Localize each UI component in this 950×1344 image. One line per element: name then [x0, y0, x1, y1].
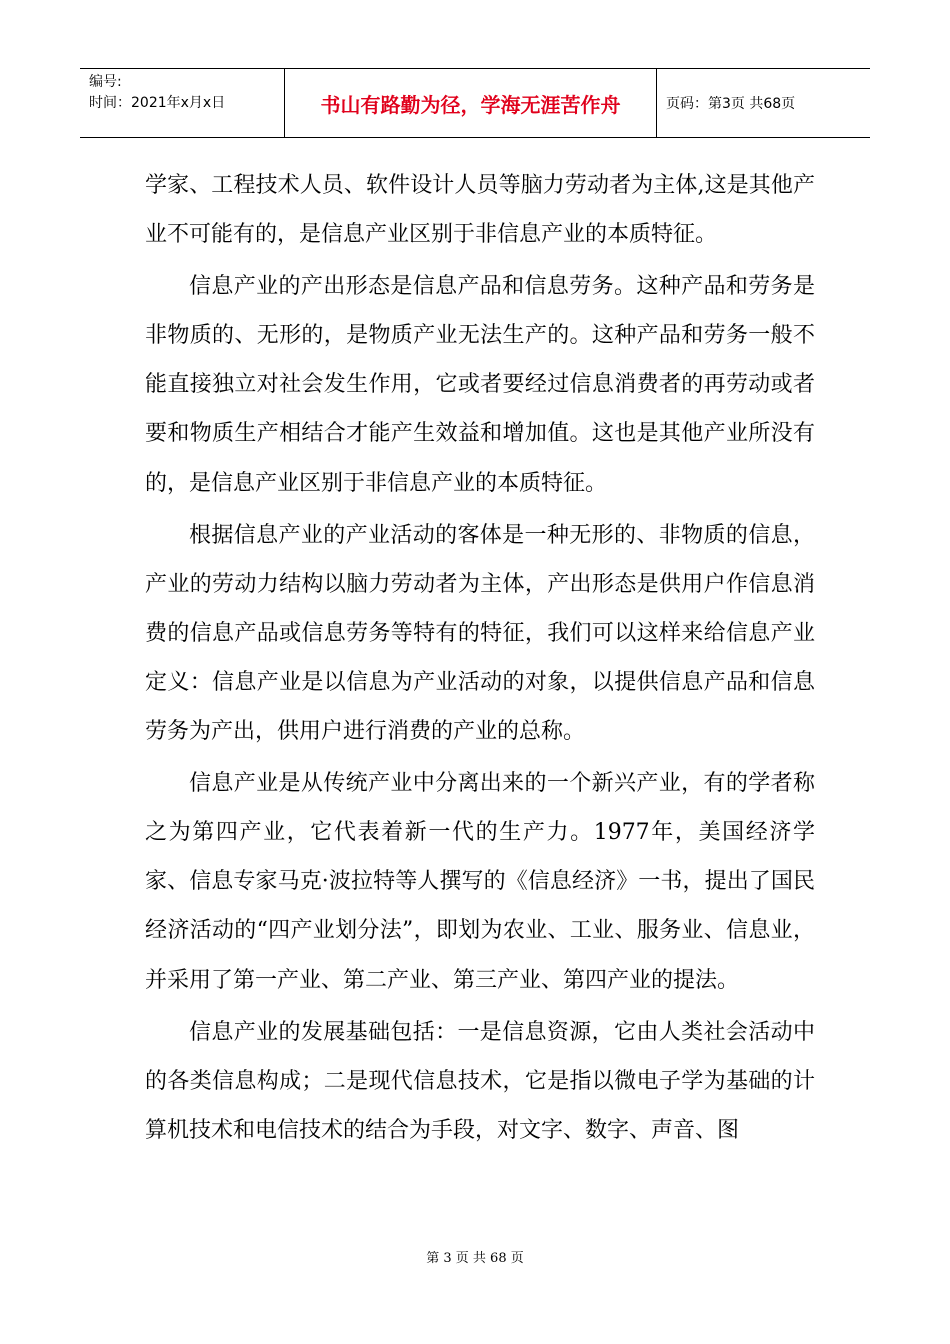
paragraph-3: 根据信息产业的产业活动的客体是一种无形的、非物质的信息，产业的劳动力结构以脑力劳动者为主体，产出形态是供用户作信息消费的信息产品或信息劳务等特有的特征，我们可以这样来给信息产业定义：信息产业是以信息为产业活动的对象，以提供信息产品和信息劳务为产出，供用户进行消费的产业的总称。 [145, 522, 815, 745]
header-page-cell [657, 69, 870, 137]
page-info: 页码：第3页 共68页 [666, 96, 796, 112]
footer-page-number: 第 3 页 共 68 页 [426, 1251, 524, 1266]
document-header [80, 68, 870, 138]
header-meta-cell [80, 69, 285, 137]
date-label: 时间：2021年x月x日 [89, 95, 226, 111]
number-label: 编号: [89, 74, 122, 90]
document-body [145, 161, 815, 1158]
motto-text: 书山有路勤为径，学海无涯苦作舟 [320, 92, 621, 117]
page-footer [0, 1247, 950, 1266]
paragraph-4: 信息产业是从传统产业中分离出来的一个新兴产业，有的学者称之为第四产业，它代表着新一代的生产力。1977年，美国经济学家、信息专家马克·波拉特等人撰写的《信息经济》一书，提出了国民经济活动的“四产业划分法”，即划为农业、工业、服务业、信息业，并采用了第一产业、第二产业、第三产业、第四产业的提法。 [145, 771, 815, 993]
paragraph-2: 信息产业的产出形态是信息产品和信息劳务。这种产品和劳务是非物质的、无形的，是物质产业无法生产的。这种产品和劳务一般不能直接独立对社会发生作用，它或者要经过信息消费者的再劳动或者要和物质生产相结合才能产生效益和增加值。这也是其他产业所没有的，是信息产业区别于非信息产业的本质特征。 [145, 274, 815, 496]
paragraph-5: 信息产业的发展基础包括：一是信息资源，它由人类社会活动中的各类信息构成；二是现代信息技术，它是指以微电子学为基础的计算机技术和电信技术的结合为手段，对文字、数字、声音、图 [145, 1019, 815, 1143]
header-motto-cell [285, 69, 657, 137]
paragraph-1: 学家、工程技术人员、软件设计人员等脑力劳动者为主体,这是其他产业不可能有的，是信息产业区别于非信息产业的本质特征。 [145, 173, 815, 248]
